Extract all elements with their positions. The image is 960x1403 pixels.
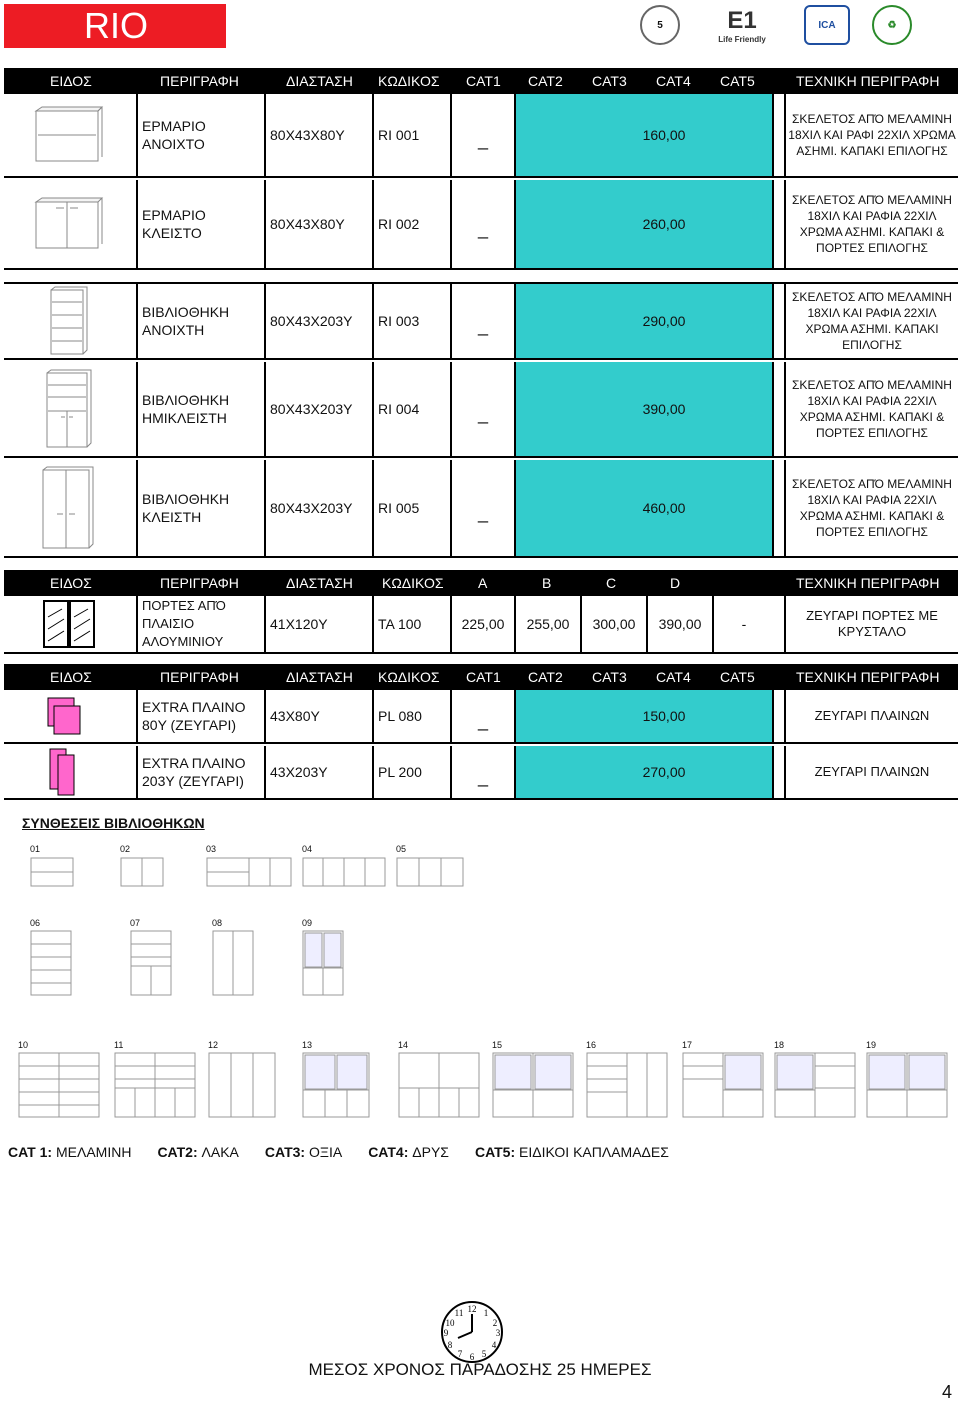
technical-description: ΣΚΕΛΕΤΟΣ ΑΠΌ ΜΕΛΑΜΙΝΗ 18ΧΙΛ ΚΑΙ ΡΑΦΙΑ 22ΧΙΛ ΧΡΩΜΑ ΑΣΗΜΙ. ΚΑΠΑΚΙ & ΠΟΡΤΕΣ ΕΠΙΛΟΓΗΣ [784, 362, 958, 456]
legend-cat3: CAT3: ΟΞΙΑ [264, 1144, 343, 1160]
closed-bookcase-image [4, 460, 134, 556]
table-row: ΒΙΒΛΙΟΘΗΚΗ ΑΝΟΙΧΤΗ 80X43X203Y RI 003 _ 290,00 ΣΚΕΛΕΤΟΣ ΑΠΌ ΜΕΛΑΜΙΝΗ 18ΧΙΛ ΚΑΙ ΡΑΦΙΑ 22ΧΙΛ ΧΡΩΜΑ ΑΣΗΜΙ. ΚΑΠΑΚΙ ΕΠΙΛΟΓΗΣ [4, 282, 958, 360]
half-closed-bookcase-image [4, 362, 134, 456]
svg-text:3: 3 [495, 1328, 501, 1338]
legend-cat2: CAT2: ΛΑΚΑ [157, 1144, 239, 1160]
table-header-side-panels: ΕΙΔΟΣ ΠΕΡΙΓΡΑΦΗ ΔΙΑΣΤΑΣΗ ΚΩΔΙΚΟΣ CAT1 CAT2 CAT3 CAT4 CAT5 ΤΕΧΝΙΚΗ ΠΕΡΙΓΡΑΦΗ [4, 664, 958, 690]
svg-text:4: 4 [491, 1340, 497, 1350]
combo-12: 12 [208, 1052, 278, 1123]
technical-description: ΣΚΕΛΕΤΟΣ ΑΠΌ ΜΕΛΑΜΙΝΗ 18ΧΙΛ ΚΑΙ ΡΑΦΙΑ 22ΧΙΛ ΧΡΩΜΑ ΑΣΗΜΙ. ΚΑΠΑΚΙ & ΠΟΡΤΕΣ ΕΠΙΛΟΓΗΣ [784, 180, 958, 268]
combo-13: 13 [302, 1052, 372, 1123]
table-row: ΠΟΡΤΕΣ ΑΠΌ ΠΛΑΙΣΙΟ ΑΛΟΥΜΙΝΙΟΥ 41X120Y TA 100 225,00 255,00 300,00 390,00 - ΖΕΥΓΑΡΙ ΠΟΡΤΕΣ ΜΕ ΚΡΥΣΤΑΛΟ [4, 596, 958, 654]
technical-description: ΣΚΕΛΕΤΟΣ ΑΠΌ ΜΕΛΑΜΙΝΗ 18ΧΙΛ ΚΑΙ ΡΑΦΙΑ 22ΧΙΛ ΧΡΩΜΑ ΑΣΗΜΙ. ΚΑΠΑΚΙ ΕΠΙΛΟΓΗΣ [784, 284, 958, 358]
table-row: ΒΙΒΛΙΟΘΗΚΗ ΚΛΕΙΣΤΗ 80X43X203Y RI 005 _ 460,00 ΣΚΕΛΕΤΟΣ ΑΠΌ ΜΕΛΑΜΙΝΗ 18ΧΙΛ ΚΑΙ ΡΑΦΙΑ 22ΧΙΛ ΧΡΩΜΑ ΑΣΗΜΙ. ΚΑΠΑΚΙ & ΠΟΡΤΕΣ ΕΠΙΛΟΓΗΣ [4, 460, 958, 558]
combo-06: 06 [30, 930, 74, 1001]
price: 150,00 [514, 690, 774, 742]
recycle-icon: ♻ [872, 5, 912, 45]
combo-02: 02 [120, 856, 166, 893]
combo-03: 03 [206, 856, 294, 893]
technical-description: ΖΕΥΓΑΡΙ ΠΛΑΙΝΩΝ [784, 746, 958, 798]
combo-10: 10 [18, 1052, 102, 1123]
table-header-main: ΕΙΔΟΣ ΠΕΡΙΓΡΑΦΗ ΔΙΑΣΤΑΣΗ ΚΩΔΙΚΟΣ CAT1 CAT2 CAT3 CAT4 CAT5 ΤΕΧΝΙΚΗ ΠΕΡΙΓΡΑΦΗ [4, 68, 958, 94]
legend-cat5: CAT5: ΕΙΔΙΚΟΙ ΚΑΠΛΑΜΑΔΕΣ [474, 1144, 669, 1160]
aluminium-glass-doors-image [4, 596, 134, 652]
combo-18: 18 [774, 1052, 858, 1123]
combo-08: 08 [212, 930, 256, 1001]
technical-description: ΖΕΥΓΑΡΙ ΠΟΡΤΕΣ ΜΕ ΚΡΥΣΤΑΛΟ [784, 596, 958, 652]
svg-text:2: 2 [492, 1318, 498, 1328]
combo-14: 14 [398, 1052, 482, 1123]
ica-logo: ICA [804, 5, 850, 45]
five-year-guarantee-logo: 5 [640, 5, 680, 45]
open-bookcase-image [4, 284, 134, 358]
svg-text:6: 6 [469, 1352, 475, 1362]
combo-19: 19 [866, 1052, 950, 1123]
price: 390,00 [514, 362, 774, 456]
table-row: ΕΡΜΑΡΙΟ ΑΝΟΙΧΤΟ 80X43X80Y RI 001 _ 160,00 ΣΚΕΛΕΤΟΣ ΑΠΌ ΜΕΛΑΜΙΝΗ 18ΧΙΛ ΚΑΙ ΡΑΦΙ 22ΧΙΛ ΧΡΩΜΑ ΑΣΗΜΙ. ΚΑΠΑΚΙ ΕΠΙΛΟΓΗΣ [4, 94, 958, 178]
closed-cabinet-image [4, 180, 134, 268]
svg-text:7: 7 [457, 1349, 463, 1359]
legend-cat4: CAT4: ΔΡΥΣ [368, 1144, 449, 1160]
table-row: ΒΙΒΛΙΟΘΗΚΗ ΗΜΙΚΛΕΙΣΤΗ 80X43X203Y RI 004 _ 390,00 ΣΚΕΛΕΤΟΣ ΑΠΌ ΜΕΛΑΜΙΝΗ 18ΧΙΛ ΚΑΙ ΡΑΦΙΑ 22ΧΙΛ ΧΡΩΜΑ ΑΣΗΜΙ. ΚΑΠΑΚΙ & ΠΟΡΤΕΣ ΕΠΙΛΟΓΗΣ [4, 362, 958, 458]
combo-11: 11 [114, 1052, 198, 1123]
clock-icon [436, 1300, 508, 1369]
svg-text:12: 12 [467, 1304, 477, 1314]
table-row: ΕΡΜΑΡΙΟ ΚΛΕΙΣΤΟ 80X43X80Y RI 002 _ 260,00 ΣΚΕΛΕΤΟΣ ΑΠΌ ΜΕΛΑΜΙΝΗ 18ΧΙΛ ΚΑΙ ΡΑΦΙΑ 22ΧΙΛ ΧΡΩΜΑ ΑΣΗΜΙ. ΚΑΠΑΚΙ & ΠΟΡΤΕΣ ΕΠΙΛΟΓΗΣ [4, 180, 958, 270]
e1-logo: E1 Life Friendly [718, 6, 766, 44]
combo-05: 05 [396, 856, 466, 893]
technical-description: ΣΚΕΛΕΤΟΣ ΑΠΌ ΜΕΛΑΜΙΝΗ 18ΧΙΛ ΚΑΙ ΡΑΦΙΑ 22ΧΙΛ ΧΡΩΜΑ ΑΣΗΜΙ. ΚΑΠΑΚΙ & ΠΟΡΤΕΣ ΕΠΙΛΟΓΗΣ [784, 460, 958, 556]
table-header-doors: ΕΙΔΟΣ ΠΕΡΙΓΡΑΦΗ ΔΙΑΣΤΑΣΗ ΚΩΔΙΚΟΣ A B C D ΤΕΧΝΙΚΗ ΠΕΡΙΓΡΑΦΗ [4, 570, 958, 596]
price: 260,00 [514, 180, 774, 268]
table-row: EXTRA ΠΛΑΙΝΟ 80Y (ΖΕΥΓΑΡΙ) 43X80Y PL 080 _ 150,00 ΖΕΥΓΑΡΙ ΠΛΑΙΝΩΝ [4, 690, 958, 744]
side-panel-80-image [4, 690, 134, 742]
certification-logos [640, 2, 958, 48]
combo-17: 17 [682, 1052, 766, 1123]
combo-04: 04 [302, 856, 388, 893]
combo-09: 09 [302, 930, 346, 1001]
svg-text:10: 10 [445, 1318, 455, 1328]
svg-text:1: 1 [483, 1308, 489, 1318]
combo-15: 15 [492, 1052, 576, 1123]
price: 290,00 [514, 284, 774, 358]
price: 270,00 [514, 746, 774, 798]
category-legend [8, 1144, 669, 1160]
technical-description: ΖΕΥΓΑΡΙ ΠΛΑΙΝΩΝ [784, 690, 958, 742]
svg-text:11: 11 [454, 1308, 464, 1318]
technical-description: ΣΚΕΛΕΤΟΣ ΑΠΌ ΜΕΛΑΜΙΝΗ 18ΧΙΛ ΚΑΙ ΡΑΦΙ 22ΧΙΛ ΧΡΩΜΑ ΑΣΗΜΙ. ΚΑΠΑΚΙ ΕΠΙΛΟΓΗΣ [784, 94, 958, 176]
delivery-time-note: ΜΕΣΟΣ ΧΡΟΝΟΣ ΠΑΡΑΔΟΣΗΣ 25 ΗΜΕΡΕΣ [308, 1360, 652, 1379]
side-panel-203-image [4, 746, 134, 798]
combo-07: 07 [130, 930, 174, 1001]
combo-01: 01 [30, 856, 76, 893]
combinations-title: ΣΥΝΘΕΣΕΙΣ ΒΙΒΛΙΟΘΗΚΩΝ [22, 815, 205, 831]
svg-text:8: 8 [447, 1340, 453, 1350]
page-title: RIO [4, 4, 226, 48]
table-row: EXTRA ΠΛΑΙΝΟ 203Y (ΖΕΥΓΑΡΙ) 43X203Y PL 200 _ 270,00 ΖΕΥΓΑΡΙ ΠΛΑΙΝΩΝ [4, 746, 958, 800]
price: 460,00 [514, 460, 774, 556]
combo-16: 16 [586, 1052, 670, 1123]
page-number: 4 [941, 1382, 952, 1402]
svg-text:5: 5 [481, 1349, 487, 1359]
svg-text:9: 9 [443, 1328, 449, 1338]
open-cabinet-image [4, 94, 134, 176]
price: 160,00 [514, 94, 774, 176]
legend-cat1: CAT 1: ΜΕΛΑΜΙΝΗ [8, 1144, 132, 1160]
